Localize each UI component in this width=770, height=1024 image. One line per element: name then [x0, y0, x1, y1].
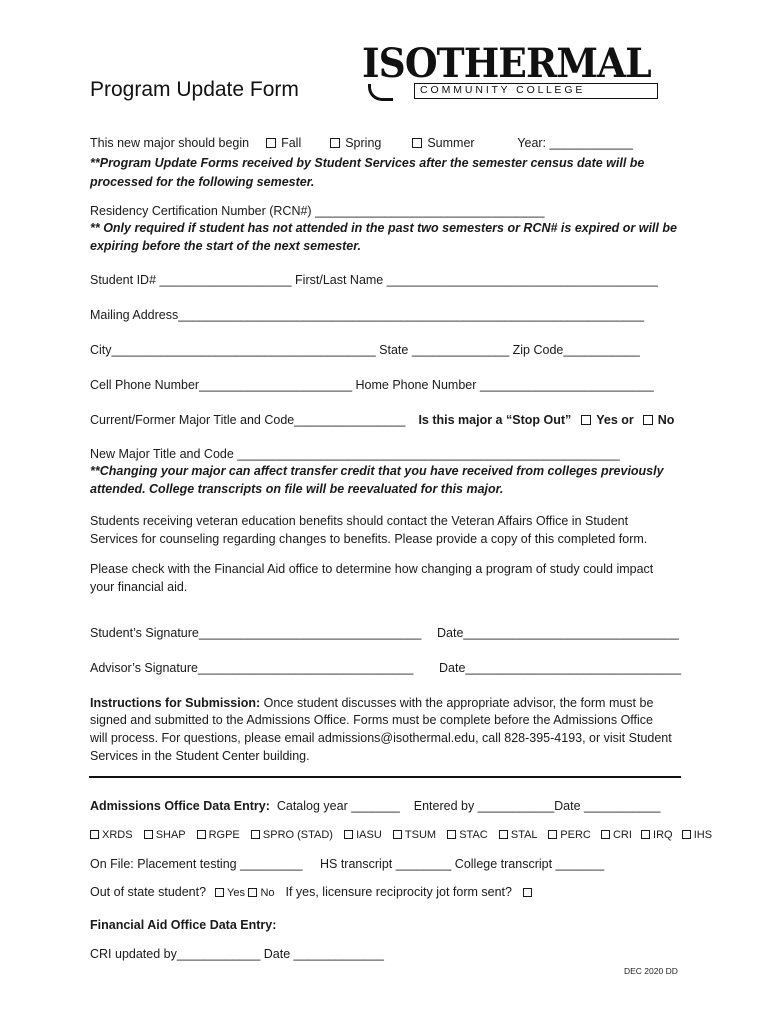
code-stal-checkbox[interactable]: STAL	[499, 829, 537, 841]
census-note-line2: processed for the following semester.	[90, 175, 315, 189]
code-xrds-checkbox[interactable]: XRDS	[90, 829, 133, 841]
admissions-heading: Admissions Office Data Entry:	[90, 799, 270, 813]
out-of-state-yes-checkbox[interactable]: Yes	[215, 887, 245, 899]
current-major-field[interactable]: Current/Former Major Title and Code________________	[90, 413, 406, 427]
phone-fields[interactable]: Cell Phone Number______________________ Home Phone Number _________________________	[90, 378, 654, 392]
city-state-zip-field[interactable]: City______________________________________ State ______________ Zip Code___________	[90, 343, 640, 357]
rcn-note-line1: ** Only required if student has not attended in the past two semesters or RCN# is expired or will be	[90, 221, 677, 235]
on-file-fields[interactable]: On File: Placement testing _________ HS transcript ________ College transcript _______	[90, 857, 605, 871]
instructions-line3: will process. For questions, please email admissions@isothermal.edu, call 828-395-4193, or visit Student	[90, 731, 672, 745]
code-rgpe-checkbox[interactable]: RGPE	[197, 829, 240, 841]
page-title: Program Update Form	[90, 78, 299, 101]
logo-subtitle: C O M M U N I T Y C O L L E G E	[420, 84, 583, 96]
stop-out-no-checkbox[interactable]: No	[643, 413, 675, 427]
stop-out-question: Is this major a “Stop Out”	[418, 413, 572, 427]
reciprocity-question: If yes, licensure reciprocity jot form sent?	[285, 885, 512, 899]
instructions-heading: Instructions for Submission:	[90, 696, 261, 710]
student-id-name-field[interactable]: Student ID# ___________________ First/Last Name _______________________________________	[90, 273, 658, 287]
code-irq-checkbox[interactable]: IRQ	[641, 829, 673, 841]
stop-out-yes-checkbox[interactable]: Yes or	[581, 413, 634, 427]
begin-prefix: This new major should begin	[90, 136, 250, 150]
advisor-date-field[interactable]: Date_______________________________	[439, 661, 681, 675]
instructions-line1: Instructions for Submission: Once student discusses with the appropriate advisor, the form must be	[90, 696, 654, 710]
veteran-text-line2: Services for counseling regarding changes to benefits. Please provide a copy of this completed form.	[90, 532, 648, 546]
admissions-row	[90, 799, 661, 813]
form-revision-code: DEC 2020 DD	[624, 966, 678, 976]
census-note-line1: **Program Update Forms received by Student Services after the semester census date will be	[90, 156, 645, 170]
financial-aid-heading: Financial Aid Office Data Entry:	[90, 918, 277, 932]
new-major-field[interactable]: New Major Title and Code _______________________________________________________	[90, 447, 620, 461]
student-signature-field[interactable]: Student’s Signature________________________________	[90, 626, 422, 640]
code-shap-checkbox[interactable]: SHAP	[144, 829, 186, 841]
new-major-note-line1: **Changing your major can affect transfer credit that you have received from colleges previously	[90, 464, 664, 478]
code-iasu-checkbox[interactable]: IASU	[344, 829, 382, 841]
advisor-signature-field[interactable]: Advisor’s Signature_______________________________	[90, 661, 414, 675]
year-field[interactable]: Year: ____________	[517, 136, 633, 150]
instructions-line2: signed and submitted to the Admissions Office. Forms must be complete before the Admissions Office	[90, 713, 654, 727]
code-ihs-checkbox[interactable]: IHS	[682, 829, 712, 841]
mailing-address-field[interactable]: Mailing Address___________________________________________________________________	[90, 308, 645, 322]
new-major-note-line2: attended. College transcripts on file will be reevaluated for this major.	[90, 482, 504, 496]
financial-text-line1: Please check with the Financial Aid office to determine how changing a program of study could impact	[90, 562, 654, 576]
code-perc-checkbox[interactable]: PERC	[548, 829, 591, 841]
rcn-field[interactable]: Residency Certification Number (RCN#) _________________________________	[90, 204, 545, 218]
out-of-state-row	[90, 885, 535, 899]
instructions-line4: Services in the Student Center building.	[90, 749, 310, 763]
cri-updated-field[interactable]: CRI updated by____________ Date _____________	[90, 947, 385, 961]
logo-wordmark: ISOTHERMAL	[362, 40, 651, 87]
out-of-state-no-checkbox[interactable]: No	[248, 887, 274, 899]
code-stac-checkbox[interactable]: STAC	[447, 829, 488, 841]
spring-checkbox[interactable]: Spring	[330, 136, 381, 150]
fall-checkbox[interactable]: Fall	[266, 136, 301, 150]
code-spro-checkbox[interactable]: SPRO (STAD)	[251, 829, 333, 841]
out-of-state-question: Out of state student?	[90, 885, 207, 899]
code-tsum-checkbox[interactable]: TSUM	[393, 829, 436, 841]
section-divider	[89, 776, 681, 778]
reciprocity-checkbox[interactable]	[523, 885, 535, 899]
financial-text-line2: your financial aid.	[90, 580, 188, 594]
college-logo	[362, 40, 662, 102]
logo-swash	[368, 84, 393, 101]
veteran-text-line1: Students receiving veteran education benefits should contact the Veteran Affairs Office in Student	[90, 514, 629, 528]
current-major-row	[90, 413, 674, 427]
summer-checkbox[interactable]: Summer	[412, 136, 474, 150]
begin-row	[90, 136, 633, 150]
student-date-field[interactable]: Date_______________________________	[437, 626, 679, 640]
rcn-note-line2: expiring before the start of the next semester.	[90, 239, 361, 253]
code-cri-checkbox[interactable]: CRI	[601, 829, 632, 841]
admission-codes-row	[90, 829, 712, 841]
admissions-fields[interactable]: Catalog year _______ Entered by ___________Date ___________	[269, 799, 661, 813]
